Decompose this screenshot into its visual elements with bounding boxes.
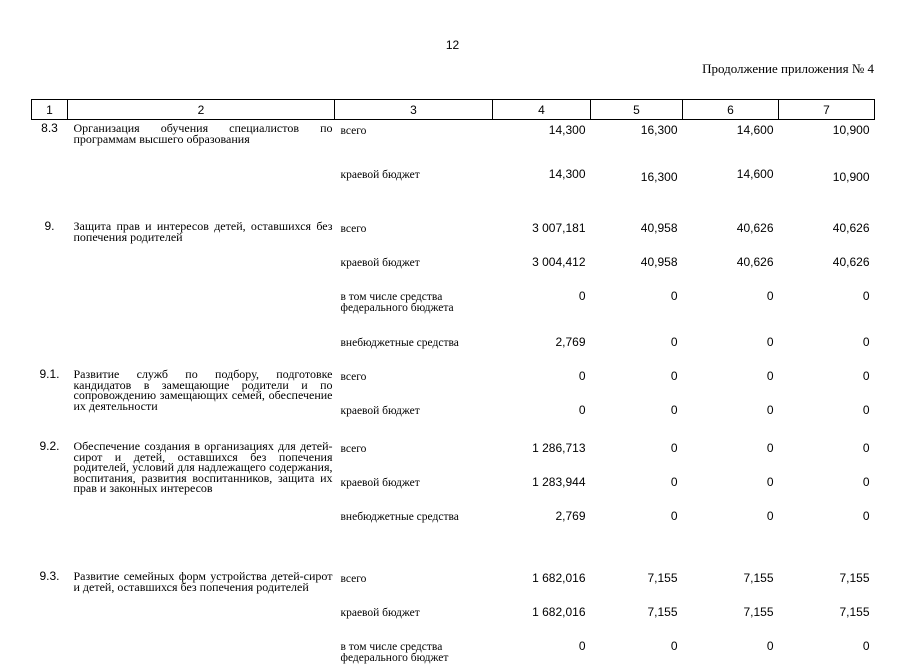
- appendix-continuation-label: Продолжение приложения № 4: [702, 61, 874, 77]
- amount-cell: 0: [683, 438, 779, 472]
- item-description: Защита прав и интересов детей, оставшихся без попечения родителей: [68, 218, 335, 366]
- amount-cell: 0: [591, 400, 683, 438]
- item-description: Развитие служб по подбору, подготовке кандидатов в замещающие родители и по сопровождению замещающих семей, обеспечение их деятельности: [68, 366, 335, 438]
- amount-cell: 3 007,181: [493, 218, 591, 252]
- funding-source: внебюджетные средства: [335, 332, 493, 366]
- amount-cell: 40,626: [779, 252, 875, 286]
- amount-cell: 14,600: [683, 164, 779, 218]
- column-header: 5: [591, 100, 683, 120]
- column-header: 2: [68, 100, 335, 120]
- amount-cell: 40,626: [683, 218, 779, 252]
- amount-cell: 1 283,944: [493, 472, 591, 506]
- amount-cell: 0: [779, 286, 875, 332]
- amount-cell: 2,769: [493, 332, 591, 366]
- amount-cell: 14,600: [683, 120, 779, 165]
- amount-cell: 3 004,412: [493, 252, 591, 286]
- amount-cell: 0: [779, 332, 875, 366]
- amount-cell: 0: [591, 438, 683, 472]
- funding-source: краевой бюджет: [335, 164, 493, 218]
- item-number: 9.2.: [32, 438, 68, 568]
- amount-cell: 0: [683, 332, 779, 366]
- column-header: 1: [32, 100, 68, 120]
- amount-cell: 16,300: [591, 164, 683, 218]
- table-row: [32, 568, 875, 602]
- amount-cell: 0: [493, 286, 591, 332]
- amount-cell: 0: [493, 366, 591, 400]
- item-number: 8.3: [32, 120, 68, 219]
- amount-cell: 0: [779, 472, 875, 506]
- funding-source: краевой бюджет: [335, 602, 493, 636]
- amount-cell: 1 286,713: [493, 438, 591, 472]
- amount-cell: 0: [683, 400, 779, 438]
- table-row: [32, 120, 875, 165]
- amount-cell: 10,900: [779, 120, 875, 165]
- amount-cell: 0: [591, 472, 683, 506]
- item-description: Обеспечение создания в организациях для детей-сирот и детей, оставшихся без попечения родителей, условий для надлежащего содержания, воспитания, развития воспитанников, защита их прав и законных интересов: [68, 438, 335, 568]
- amount-cell: 0: [779, 636, 875, 672]
- amount-cell: 1 682,016: [493, 602, 591, 636]
- amount-cell: 2,769: [493, 506, 591, 568]
- amount-cell: 0: [493, 636, 591, 672]
- amount-cell: 40,958: [591, 252, 683, 286]
- funding-source: краевой бюджет: [335, 472, 493, 506]
- amount-cell: 40,958: [591, 218, 683, 252]
- table-body: [32, 120, 875, 672]
- amount-cell: 0: [591, 506, 683, 568]
- table-row: [32, 218, 875, 252]
- column-number-header-row: [32, 100, 875, 120]
- amount-cell: 7,155: [683, 602, 779, 636]
- amount-cell: 0: [779, 366, 875, 400]
- amount-cell: 7,155: [779, 602, 875, 636]
- column-header: 4: [493, 100, 591, 120]
- amount-cell: 0: [591, 636, 683, 672]
- budget-table: [31, 99, 875, 672]
- amount-cell: 0: [683, 506, 779, 568]
- column-header: 3: [335, 100, 493, 120]
- funding-source: краевой бюджет: [335, 400, 493, 438]
- funding-source: в том числе средства федерального бюджета: [335, 286, 493, 332]
- table-row: [32, 438, 875, 472]
- amount-cell: 0: [683, 366, 779, 400]
- funding-source: всего: [335, 438, 493, 472]
- amount-cell: 10,900: [779, 164, 875, 218]
- amount-cell: 0: [683, 472, 779, 506]
- amount-cell: 0: [683, 636, 779, 672]
- item-description: Развитие семейных форм устройства детей-сирот и детей, оставшихся без попечения родителей: [68, 568, 335, 672]
- amount-cell: 0: [683, 286, 779, 332]
- amount-cell: 14,300: [493, 164, 591, 218]
- funding-source: всего: [335, 120, 493, 165]
- table-row: [32, 366, 875, 400]
- column-header: 7: [779, 100, 875, 120]
- amount-cell: 1 682,016: [493, 568, 591, 602]
- funding-source: всего: [335, 366, 493, 400]
- amount-cell: 0: [591, 332, 683, 366]
- item-number: 9.1.: [32, 366, 68, 438]
- amount-cell: 14,300: [493, 120, 591, 165]
- amount-cell: 7,155: [591, 568, 683, 602]
- funding-source: всего: [335, 568, 493, 602]
- funding-source: всего: [335, 218, 493, 252]
- amount-cell: 0: [779, 506, 875, 568]
- funding-source: краевой бюджет: [335, 252, 493, 286]
- funding-source: в том числе средства федерального бюджет: [335, 636, 493, 672]
- amount-cell: 40,626: [683, 252, 779, 286]
- amount-cell: 0: [779, 400, 875, 438]
- item-number: 9.: [32, 218, 68, 366]
- amount-cell: 7,155: [683, 568, 779, 602]
- amount-cell: 7,155: [591, 602, 683, 636]
- amount-cell: 16,300: [591, 120, 683, 165]
- amount-cell: 0: [591, 286, 683, 332]
- funding-source: внебюджетные средства: [335, 506, 493, 568]
- amount-cell: 0: [493, 400, 591, 438]
- amount-cell: 0: [779, 438, 875, 472]
- item-description: Организация обучения специалистов по программам высшего образования: [68, 120, 335, 219]
- amount-cell: 7,155: [779, 568, 875, 602]
- item-number: 9.3.: [32, 568, 68, 672]
- page-number: 12: [0, 38, 905, 52]
- amount-cell: 40,626: [779, 218, 875, 252]
- column-header: 6: [683, 100, 779, 120]
- amount-cell: 0: [591, 366, 683, 400]
